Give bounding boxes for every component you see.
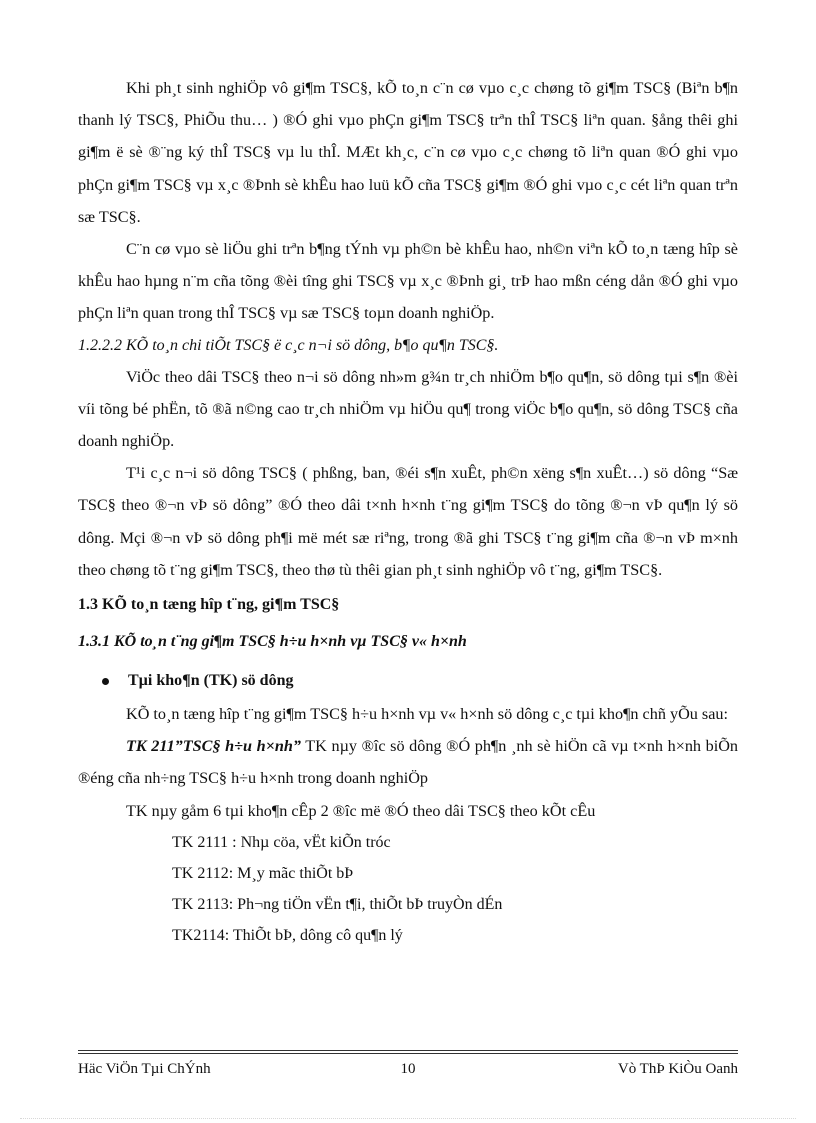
page-content [78, 72, 738, 951]
heading-1-3-1: 1.3.1 KÕ to¸n t¨ng gi¶m TSC§ h÷u h×nh vµ TSC§ v« h×nh [78, 633, 467, 651]
tk-2114: TK2114: ThiÕt bÞ, dông cô qu¶n lý [172, 926, 403, 944]
paragraph-main-accounts: KÕ to¸n tæng hîp t¨ng gi¶m TSC§ h÷u h×nh vµ v« h×nh sö dông c¸c tµi kho¶n chñ yÕu sau: [126, 705, 728, 724]
footer-row [78, 1058, 738, 1080]
bullet-accounts-used [78, 664, 738, 698]
page-footer [78, 1050, 738, 1080]
paragraph-disposal-procedure: Khi ph¸t sinh nghiÖp vô gi¶m TSC§, kÕ to¸n c¨n cø vµo c¸c chøng tõ gi¶m TSC§ (Biªn b¶n thanh lý TSC§, PhiÕu thu… ) ®Ó ghi vµo phÇn gi¶m TSC§ trªn thÎ TSC§ liªn quan. §ång thêi ghi gi¶m ë sè ®¨ng ký thÎ TSC§ vµ lu thÎ. MÆt kh¸c, c¨n cø vµo c¸c chøng tõ liªn quan ®Ó ghi vµo phÇn gi¶m TSC§ vµ x¸c ®Þnh sè khÊu hao luü kÕ cña TSC§ gi¶m ®Ó ghi vµo c¸c cét liªn quan trªn sæ TSC§. [78, 79, 738, 226]
tk211-description: TK nµy ®îc sö dông ®Ó ph¶n ¸nh sè hiÖn cã vµ t×nh h×nh biÕn ®éng cña nh÷ng TSC§ h÷u h×nh trong doanh nghiÖp [78, 737, 739, 788]
bullet-dot-icon [102, 678, 109, 685]
footer-author: Vò ThÞ KiÒu Oanh [617, 1061, 738, 1077]
page-edge-divider [20, 1118, 796, 1119]
subheading-1-2-2-2: 1.2.2.2 KÕ to¸n chi tiÕt TSC§ ë c¸c n¬i sö dông, b¶o qu¶n TSC§. [78, 336, 499, 354]
tk211-title: TK 211”TSC§ h÷u h×nh” [126, 737, 301, 756]
tk-2113: TK 2113: Ph¬ng tiÖn vËn t¶i, thiÕt bÞ truyÒn dÉn [172, 895, 503, 913]
paragraph-tk211 [78, 730, 738, 794]
paragraph-usage-location-ledger: T¹i c¸c n¬i sö dông TSC§ ( phßng, ban, ®éi s¶n xuÊt, ph©n xëng s¶n xuÊt…) sö dông “Sæ TSC§ theo ®¬n vÞ sö dông” ®Ó theo dâi t×nh h×nh t¨ng gi¶m TSC§ do tõng ®¬n vÞ qu¶n lý sö dông. Mçi ®¬n vÞ sö dông ph¶i më mét sæ riªng, trong ®ã ghi TSC§ t¨ng gi¶m cña ®¬n vÞ m×nh theo chøng tõ t¨ng gi¶m TSC§, theo thø tù thêi gian ph¸t sinh nghiÖp vô t¨ng, gi¶m TSC§. [78, 464, 738, 579]
paragraph-sub-accounts: TK nµy gåm 6 tµi kho¶n cÊp 2 ®îc më ®Ó theo dâi TSC§ theo kÕt cÊu [126, 801, 596, 820]
bullet-text: Tµi kho¶n (TK) sö dông [128, 672, 294, 690]
paragraph-depreciation-allocation: C¨n cø vµo sè liÖu ghi trªn b¶ng tÝnh vµ ph©n bè khÊu hao, nh©n viªn kÕ to¸n tæng hîp sè khÊu hao hµng n¨m cña tõng ®èi tîng ghi TSC§ vµ x¸c ®Þnh gi¸ trÞ hao mßn céng dån ®Ó ghi vµo phÇn liªn quan trong thÎ TSC§ vµ sæ TSC§ toµn doanh nghiÖp. [78, 240, 738, 323]
footer-page-number: 10 [400, 1061, 416, 1077]
heading-1-3: 1.3 KÕ to¸n tæng hîp t¨ng, gi¶m TSC§ [78, 596, 340, 614]
footer-rule-top [78, 1050, 738, 1051]
tk-2112: TK 2112: M¸y mãc thiÕt bÞ [172, 864, 354, 882]
footer-rule-bottom [78, 1053, 738, 1054]
tk-2111: TK 2111 : Nhµ cöa, vËt kiÕn tróc [172, 833, 391, 851]
paragraph-tracking-purpose: ViÖc theo dâi TSC§ theo n¬i sö dông nh»m g¾n tr¸ch nhiÖm b¶o qu¶n, sö dông tµi s¶n ®èi víi tõng bé phËn, tõ ®ã n©ng cao tr¸ch nhiÖm vµ hiÖu qu¶ trong viÖc b¶o qu¶n, sö dông TSC§ cña doanh nghiÖp. [78, 367, 738, 451]
footer-institution: Häc ViÖn Tµi ChÝnh [78, 1061, 211, 1077]
